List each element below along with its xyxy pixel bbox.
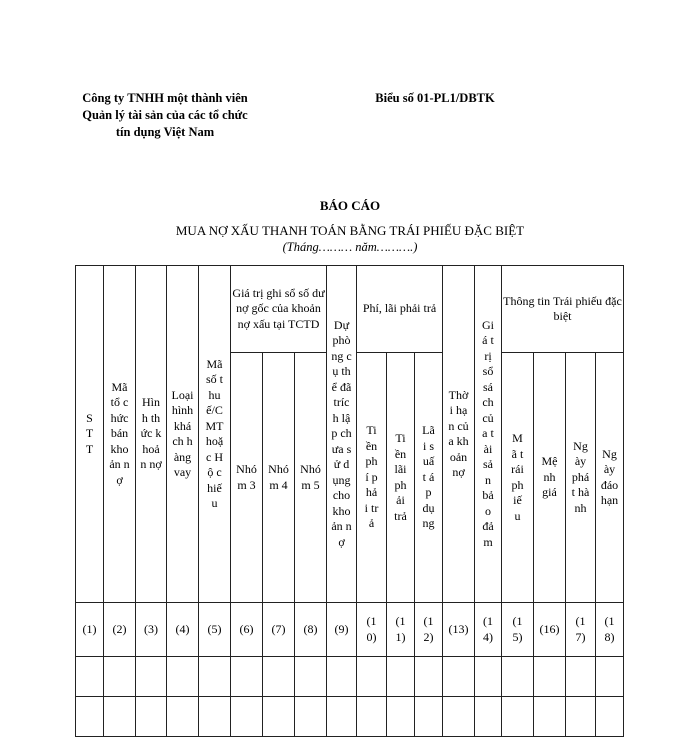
table-cell xyxy=(415,697,443,737)
table-cell xyxy=(136,657,167,697)
table-cell xyxy=(534,657,566,697)
column-number: (7) xyxy=(263,603,295,657)
col-tax-id-header: Mã số thuế/CMT hoặc Hộ chiếu xyxy=(199,266,231,603)
table-cell xyxy=(295,657,327,697)
column-number: (16) xyxy=(534,603,566,657)
table-cell xyxy=(327,657,357,697)
column-number: (8) xyxy=(295,603,327,657)
table-cell xyxy=(596,657,624,697)
table-cell xyxy=(167,657,199,697)
table-cell xyxy=(199,697,231,737)
column-number: (4) xyxy=(167,603,199,657)
col-provision-header: Dự phòng cụ thể đã trích lập chưa sử dụng cho khoản nợ xyxy=(327,266,357,603)
column-number: (17) xyxy=(566,603,596,657)
column-number: (2) xyxy=(104,603,136,657)
col-maturity-date-header: Ngày đáo hạn xyxy=(596,353,624,603)
col-interest-rate-header: Lãi suất áp dụng xyxy=(415,353,443,603)
col-org-code-header: Mã tổ chức bán khoản nợ xyxy=(104,266,136,603)
column-number: (1) xyxy=(76,603,104,657)
col-bond-code-header: Mã trái phiếu xyxy=(502,353,534,603)
col-stt-header: STT xyxy=(76,266,104,603)
table-cell xyxy=(327,697,357,737)
column-number: (11) xyxy=(387,603,415,657)
column-number: (5) xyxy=(199,603,231,657)
table-cell xyxy=(443,657,475,697)
table-row xyxy=(76,657,624,697)
col-collateral-value-header: Giá trị sổ sách của tài sản bảo đảm xyxy=(475,266,502,603)
report-title: BÁO CÁO xyxy=(319,198,381,213)
col-form-of-debt-header: Hình thức khoản nợ xyxy=(136,266,167,603)
table-cell xyxy=(566,697,596,737)
table-cell xyxy=(502,697,534,737)
column-number: (15) xyxy=(502,603,534,657)
col-customer-type-header: Loại hình khách hàng vay xyxy=(167,266,199,603)
table-cell xyxy=(443,697,475,737)
report-table xyxy=(75,265,624,737)
col-book-value-group-header: Giá trị ghi sổ số dư nợ gốc của khoản nợ xấu tại TCTD xyxy=(231,266,327,353)
form-code: Biểu số 01-PL1/DBTK xyxy=(375,91,495,105)
table-cell xyxy=(566,657,596,697)
table-cell xyxy=(263,697,295,737)
table-row xyxy=(76,697,624,737)
col-issue-date-header: Ngày phát hành xyxy=(566,353,596,603)
table-cell xyxy=(502,657,534,697)
table-cell xyxy=(475,657,502,697)
table-cell xyxy=(387,657,415,697)
table-cell xyxy=(357,697,387,737)
col-fee-interest-group-header: Phí, lãi phải trả xyxy=(357,266,443,353)
company-name: Công ty TNHH một thành viên Quản lý tài sản của các tổ chức tín dụng Việt Nam xyxy=(82,91,248,139)
col-group3-header: Nhóm 3 xyxy=(231,353,263,603)
col-face-value-header: Mệnh giá xyxy=(534,353,566,603)
col-interest-payable-header: Tiền lãi phải trả xyxy=(387,353,415,603)
col-group4-header: Nhóm 4 xyxy=(263,353,295,603)
column-number-row xyxy=(76,603,624,657)
table-cell xyxy=(199,657,231,697)
column-number: (13) xyxy=(443,603,475,657)
report-subtitle: MUA NỢ XẤU THANH TOÁN BẰNG TRÁI PHIẾU ĐẶC BIỆT xyxy=(175,223,525,238)
column-number: (3) xyxy=(136,603,167,657)
table-cell xyxy=(415,657,443,697)
table-cell xyxy=(231,657,263,697)
column-number: (9) xyxy=(327,603,357,657)
column-number: (10) xyxy=(357,603,387,657)
column-number: (12) xyxy=(415,603,443,657)
col-bond-info-group-header: Thông tin Trái phiếu đặc biệt xyxy=(502,266,624,353)
table-cell xyxy=(357,657,387,697)
table-cell xyxy=(295,697,327,737)
table-cell xyxy=(231,697,263,737)
column-number: (18) xyxy=(596,603,624,657)
column-number: (14) xyxy=(475,603,502,657)
col-debt-term-header: Thời hạn của khoản nợ xyxy=(443,266,475,603)
table-cell xyxy=(104,697,136,737)
table-cell xyxy=(76,697,104,737)
table-cell xyxy=(167,697,199,737)
table-cell xyxy=(136,697,167,737)
table-cell xyxy=(104,657,136,697)
table-cell xyxy=(76,657,104,697)
col-fee-payable-header: Tiền phí phải trả xyxy=(357,353,387,603)
column-number: (6) xyxy=(231,603,263,657)
table-cell xyxy=(475,697,502,737)
report-period: (Tháng……… năm……….) xyxy=(282,240,418,254)
col-group5-header: Nhóm 5 xyxy=(295,353,327,603)
table-cell xyxy=(596,697,624,737)
table-cell xyxy=(534,697,566,737)
table-cell xyxy=(387,697,415,737)
table-cell xyxy=(263,657,295,697)
